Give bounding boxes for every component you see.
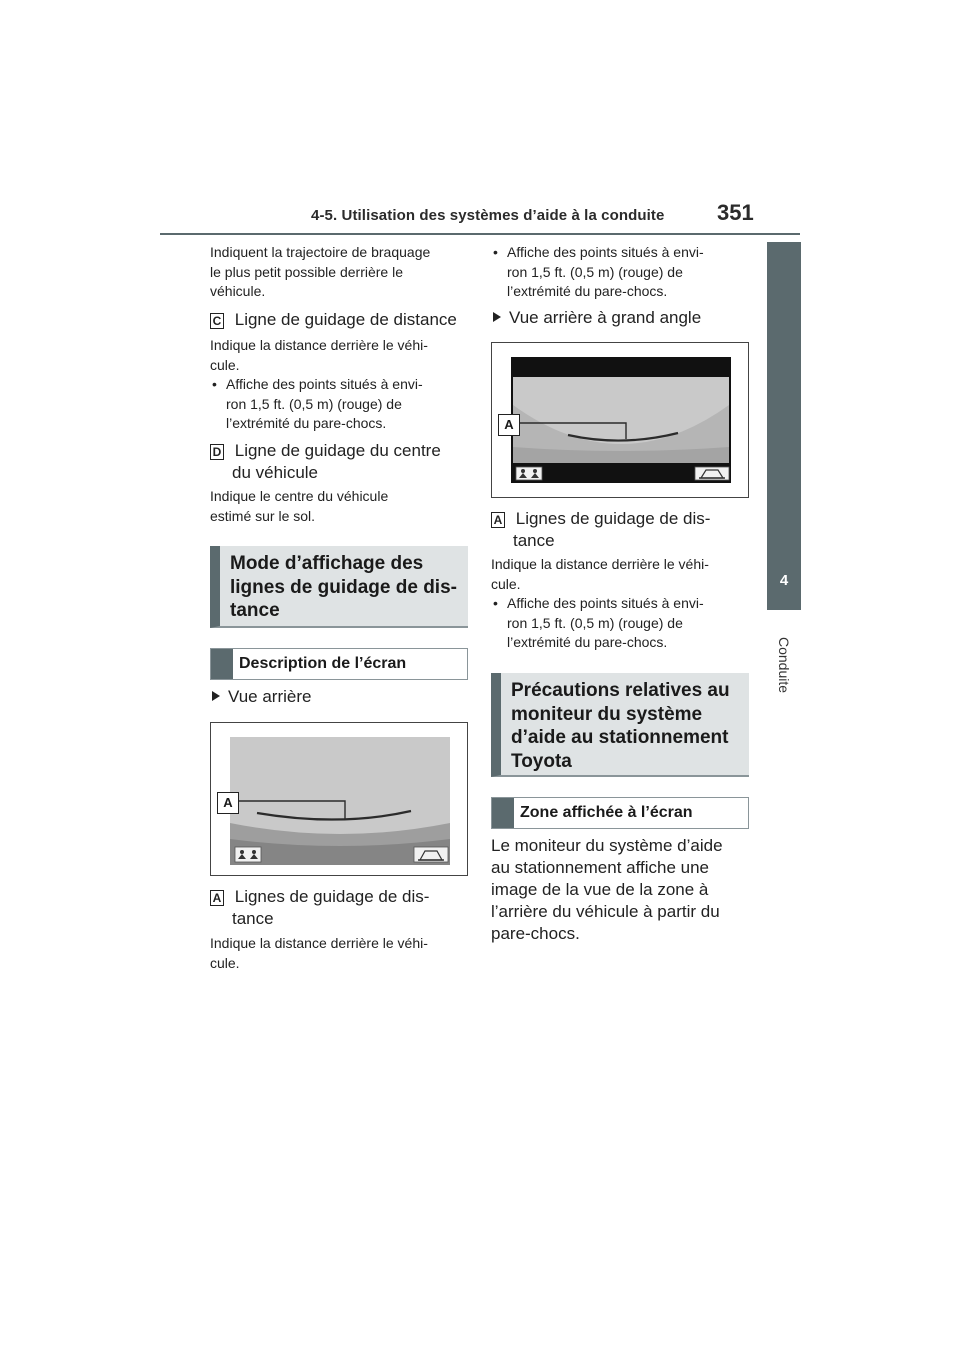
heading-line: d’aide au stationnement xyxy=(511,727,729,748)
bullet-item: • Affiche des points situés à envi- xyxy=(493,595,704,611)
page-number: 351 xyxy=(717,200,754,225)
intro-line: véhicule. xyxy=(210,283,266,299)
label-badge: C xyxy=(210,313,224,329)
heading-line: tance xyxy=(230,600,280,621)
item-title: Lignes de guidage de dis- xyxy=(234,887,430,906)
paragraph-line: Le moniteur du système d’aide xyxy=(491,836,723,855)
triangle-bullet-icon xyxy=(212,691,220,701)
intro-text xyxy=(210,243,470,302)
desc-line: Indique la distance derrière le véhi- xyxy=(210,935,428,951)
bullet-text: l’extrémité du pare-chocs. xyxy=(507,634,668,650)
heading-line: moniteur du système xyxy=(511,703,703,725)
right-top-bullet xyxy=(491,243,753,302)
bullet-text: ron 1,5 ft. (0,5 m) (rouge) de xyxy=(507,263,683,280)
desc-line: Indique le centre du véhicule xyxy=(210,488,389,504)
heading-line: Précautions relatives au xyxy=(511,680,730,701)
view-title-text: Vue arrière xyxy=(228,687,312,706)
rear-view-figure xyxy=(210,722,468,876)
bullet-text: l’extrémité du pare-chocs. xyxy=(507,283,668,299)
subsection-heading xyxy=(491,797,749,829)
paragraph-line: au stationnement affiche une xyxy=(491,858,710,877)
triangle-bullet-icon xyxy=(493,312,501,322)
desc-line: cule. xyxy=(210,954,240,971)
paragraph-line: l’arrière du véhicule à partir du xyxy=(491,902,720,921)
view-title-text: Vue arrière à grand angle xyxy=(509,308,702,327)
bullet-text: ron 1,5 ft. (0,5 m) (rouge) de xyxy=(226,395,402,412)
bullet-text: Affiche des points situés à envi- xyxy=(507,595,704,611)
view-switch-icon xyxy=(414,847,448,862)
chapter-label: Conduite xyxy=(776,636,792,694)
subsection-text: Zone affichée à l’écran xyxy=(520,804,693,821)
subsection-bar xyxy=(492,798,514,828)
camera-mode-icon xyxy=(235,847,261,862)
item-d-desc xyxy=(210,487,472,526)
header-rule xyxy=(160,233,800,235)
item-title: Lignes de guidage de dis- xyxy=(515,509,711,528)
view-switch-icon xyxy=(695,467,729,480)
view-title xyxy=(212,687,311,707)
section-heading xyxy=(491,673,749,777)
bullet-text: l’extrémité du pare-chocs. xyxy=(226,415,387,431)
subsection-bar xyxy=(211,649,233,679)
item-d-title xyxy=(210,440,480,484)
wide-view-figure xyxy=(491,342,749,498)
item-c-desc xyxy=(210,336,472,434)
left-item-a-title xyxy=(210,886,480,930)
heading-line: lignes de guidage de dis- xyxy=(230,576,457,598)
figure-label-a: A xyxy=(498,414,520,436)
desc-line: Indique la distance derrière le véhi- xyxy=(210,337,428,353)
paragraph-line: pare-chocs. xyxy=(491,924,580,943)
heading-line: Toyota xyxy=(511,750,572,772)
desc-line: cule. xyxy=(210,356,240,373)
intro-line: le plus petit possible derrière le xyxy=(210,263,403,280)
label-badge: D xyxy=(210,444,224,460)
wide-view-title xyxy=(493,308,701,328)
item-title: tance xyxy=(232,909,274,928)
item-title: tance xyxy=(513,531,555,550)
paragraph-line: image de la vue de la zone à xyxy=(491,880,709,899)
rear-view-illustration xyxy=(211,723,467,875)
item-title: Ligne de guidage de distance xyxy=(234,310,457,329)
wide-view-illustration xyxy=(492,343,748,497)
chapter-tab xyxy=(767,242,801,610)
chapter-number: 4 xyxy=(779,572,789,589)
right-item-a-desc xyxy=(491,555,753,653)
label-badge: A xyxy=(210,890,224,906)
camera-mode-icon xyxy=(516,467,542,480)
heading-line: Mode d’affichage des xyxy=(230,553,424,574)
desc-line: cule. xyxy=(491,575,521,592)
bullet-text: Affiche des points situés à envi- xyxy=(507,244,704,260)
body-paragraph xyxy=(491,835,753,945)
chapter-label-wrap xyxy=(755,620,813,710)
bullet-text: Affiche des points situés à envi- xyxy=(226,376,423,392)
figure-label-a: A xyxy=(217,792,239,814)
item-c-title xyxy=(210,309,480,331)
left-item-a-desc xyxy=(210,934,472,973)
bullet-item: • Affiche des points situés à envi- xyxy=(212,376,423,392)
section-heading xyxy=(210,546,468,628)
bullet-item: • Affiche des points situés à envi- xyxy=(493,244,704,260)
item-title: du véhicule xyxy=(232,463,319,482)
intro-line: Indiquent la trajectoire de braquage xyxy=(210,244,431,260)
right-item-a-title xyxy=(491,508,761,552)
bullet-text: ron 1,5 ft. (0,5 m) (rouge) de xyxy=(507,614,683,631)
item-title: Ligne de guidage du centre xyxy=(234,441,441,460)
desc-line: estimé sur le sol. xyxy=(210,507,316,524)
desc-line: Indique la distance derrière le véhi- xyxy=(491,556,709,572)
subsection-heading xyxy=(210,648,468,680)
subsection-text: Description de l’écran xyxy=(239,655,407,672)
running-header-title: 4-5. Utilisation des systèmes d’aide à la conduite xyxy=(311,207,665,224)
label-badge: A xyxy=(491,512,505,528)
